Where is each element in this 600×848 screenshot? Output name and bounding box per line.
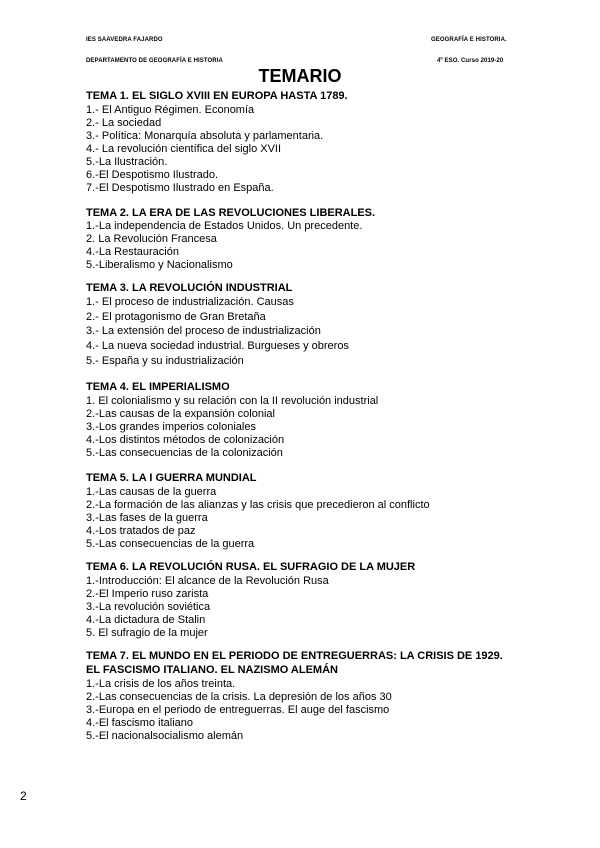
school-name: IES SAAVEDRA FAJARDO <box>86 37 163 43</box>
list-item: 4.- La nueva sociedad industrial. Burgueses y obreros <box>86 340 349 352</box>
list-item: 3.-Europa en el periodo de entreguerras. El auge del fascismo <box>86 704 390 716</box>
page-title: TEMARIO <box>258 66 342 86</box>
list-item: 1.- El proceso de industrialización. Causas <box>86 296 294 308</box>
list-item: 1. El colonialismo y su relación con la II revolución industrial <box>86 395 379 407</box>
course-label: 4º ESO. Curso 2019-20 <box>437 58 504 64</box>
list-item: 4.-La Restauración <box>86 246 179 258</box>
list-item: 2.-Las causas de la expansión colonial <box>86 408 275 420</box>
list-item: 2.- El protagonismo de Gran Bretaña <box>86 311 266 323</box>
list-item: 6.-El Despotismo Ilustrado. <box>86 169 219 181</box>
section-title: TEMA 6. LA REVOLUCIÓN RUSA. EL SUFRAGIO DE LA MUJER <box>86 561 416 573</box>
list-item: 3.-La revolución soviética <box>86 601 211 613</box>
list-item: 2. La Revolución Francesa <box>86 233 217 245</box>
list-item: 3.- Política: Monarquía absoluta y parlamentaria. <box>86 130 324 142</box>
list-item: 3.- La extensión del proceso de industrialización <box>86 325 321 337</box>
section-title: TEMA 1. EL SIGLO XVIII EN EUROPA HASTA 1789. <box>86 90 348 102</box>
list-item: 4.-Los distintos métodos de colonización <box>86 434 285 446</box>
list-item: 5. El sufragio de la mujer <box>86 627 208 639</box>
list-item: 2.-La formación de las alianzas y las crisis que precedieron al conflicto <box>86 499 430 511</box>
list-item: 5.-La Ilustración. <box>86 156 168 168</box>
list-item: 2.-El Imperio ruso zarista <box>86 588 209 600</box>
list-item: 4.-Los tratados de paz <box>86 525 196 537</box>
section-title: TEMA 2. LA ERA DE LAS REVOLUCIONES LIBERALES. <box>86 207 376 219</box>
list-item: 5.-El nacionalsocialismo alemán <box>86 730 244 742</box>
list-item: 2.-Las consecuencias de la crisis. La depresión de los años 30 <box>86 691 392 703</box>
list-item: 5.- España y su industrialización <box>86 355 244 367</box>
list-item: 5.-Las consecuencias de la guerra <box>86 538 255 550</box>
department-name: DEPARTAMENTO DE GEOGRAFÍA E HISTORIA <box>86 58 223 64</box>
list-item: 1.-Las causas de la guerra <box>86 486 217 498</box>
list-item: 1.-La crisis de los años treinta. <box>86 678 236 690</box>
list-item: 1.- El Antiguo Régimen. Economía <box>86 104 255 116</box>
list-item: 4.-La dictadura de Stalin <box>86 614 206 626</box>
list-item: 5.-Liberalismo y Nacionalismo <box>86 259 233 271</box>
subject-name: GEOGRAFÍA E HISTORIA. <box>431 37 507 43</box>
section-title-continued: EL FASCISMO ITALIANO. EL NAZISMO ALEMÁN <box>86 664 338 676</box>
list-item: 7.-El Despotismo Ilustrado en España. <box>86 182 274 194</box>
section-title: TEMA 3. LA REVOLUCIÓN INDUSTRIAL <box>86 282 293 294</box>
section-title: TEMA 5. LA I GUERRA MUNDIAL <box>86 472 257 484</box>
section-title: TEMA 7. EL MUNDO EN EL PERIODO DE ENTREGUERRAS: LA CRISIS DE 1929. <box>86 650 503 662</box>
list-item: 2.- La sociedad <box>86 117 162 129</box>
list-item: 3.-Los grandes imperios coloniales <box>86 421 256 433</box>
list-item: 4.-El fascismo italiano <box>86 717 193 729</box>
page-number: 2 <box>20 789 27 803</box>
list-item: 1.-Introducción: El alcance de la Revolución Rusa <box>86 575 329 587</box>
list-item: 4.- La revolución científica del siglo XVII <box>86 143 282 155</box>
list-item: 3.-Las fases de la guerra <box>86 512 208 524</box>
list-item: 5.-Las consecuencias de la colonización <box>86 447 283 459</box>
section-title: TEMA 4. EL IMPERIALISMO <box>86 381 230 393</box>
list-item: 1.-La independencia de Estados Unidos. Un precedente. <box>86 220 363 232</box>
